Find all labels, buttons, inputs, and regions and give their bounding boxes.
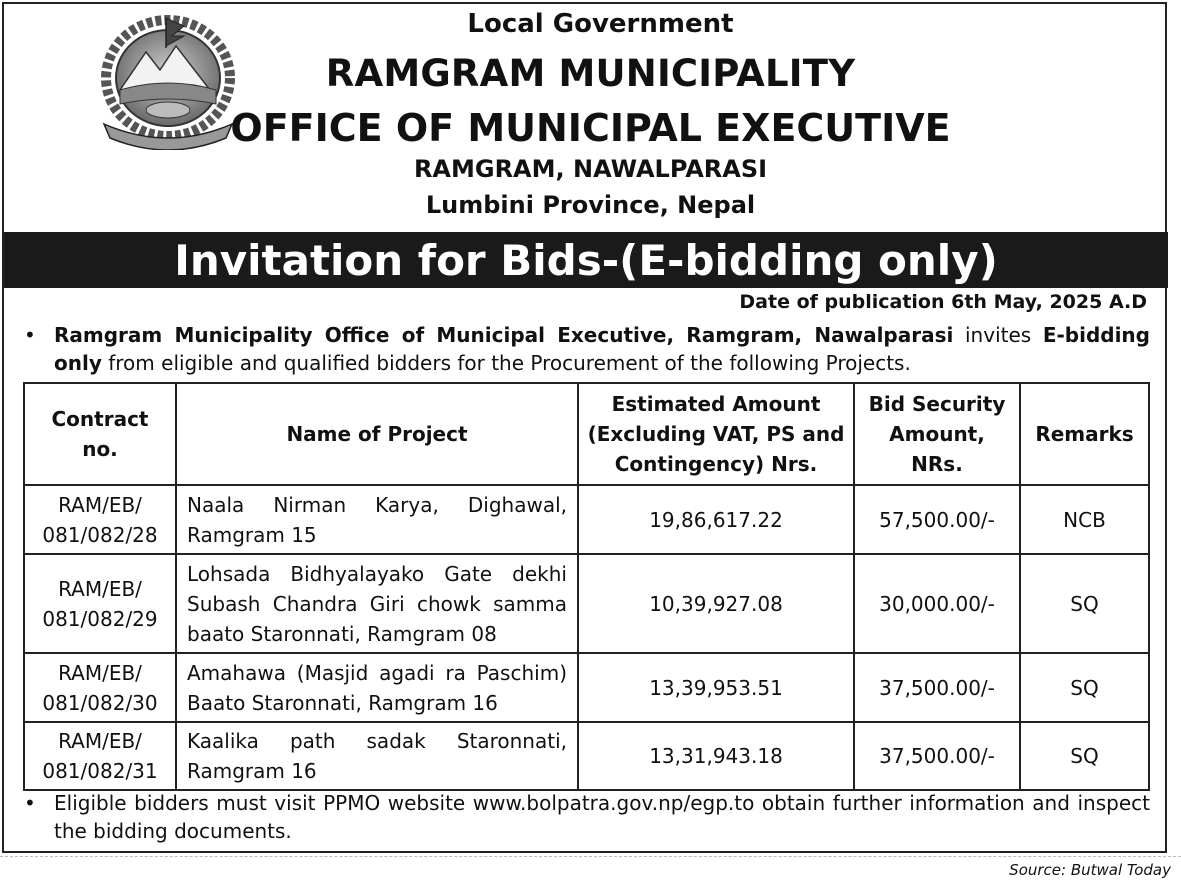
remarks-cell: NCB	[1020, 485, 1149, 554]
remarks-cell: SQ	[1020, 554, 1149, 653]
table-row	[24, 653, 1149, 722]
bid-security-cell: 30,000.00/-	[854, 554, 1020, 653]
header-estimated-amount: Estimated Amount (Excluding VAT, PS and Contingency) Nrs.	[578, 383, 854, 485]
estimated-amount-cell: 13,39,953.51	[578, 653, 854, 722]
header-bid-security: Bid Security Amount, NRs.	[854, 383, 1020, 485]
project-name-cell: Lohsada Bidhyalayako Gate dekhi Subash Chandra Giri chowk samma baato Staronnati, Ramgram 08	[176, 554, 578, 653]
table-header-row	[24, 383, 1149, 485]
bid-security-cell: 37,500.00/-	[854, 653, 1020, 722]
contract-no-cell: RAM/EB/ 081/082/29	[24, 554, 176, 653]
header-project-name: Name of Project	[176, 383, 578, 485]
bid-security-cell: 37,500.00/-	[854, 722, 1020, 790]
contract-no-cell: RAM/EB/ 081/082/30	[24, 653, 176, 722]
estimated-amount-cell: 13,31,943.18	[578, 722, 854, 790]
intro-invites: invites	[953, 323, 1043, 347]
header-municipality-name: RAMGRAM MUNICIPALITY	[325, 52, 856, 95]
footer-note	[24, 789, 1150, 845]
intro-bidding-mode: E-bidding only	[54, 323, 1150, 375]
header-contract-no: Contract no.	[24, 383, 176, 485]
table-row	[24, 554, 1149, 653]
bottom-divider	[0, 856, 1181, 857]
remarks-cell: SQ	[1020, 722, 1149, 790]
source-credit: Source: Butwal Today	[1009, 861, 1171, 879]
header-location: RAMGRAM, NAWALPARASI	[413, 155, 768, 183]
intro-org-name: Ramgram Municipality Office of Municipal Executive, Ramgram, Nawalparasi	[54, 323, 954, 347]
header-remarks: Remarks	[1020, 383, 1149, 485]
contract-no-cell: RAM/EB/ 081/082/28	[24, 485, 176, 554]
publication-date: Date of publication 6th May, 2025 A.D	[739, 291, 1147, 313]
remarks-cell: SQ	[1020, 653, 1149, 722]
table-row	[24, 485, 1149, 554]
contract-no-cell: RAM/EB/ 081/082/31	[24, 722, 176, 790]
bullet-icon: •	[24, 323, 36, 347]
invitation-banner: Invitation for Bids-(E-bidding only)	[4, 232, 1168, 288]
footer-note-text: Eligible bidders must visit PPMO website www.bolpatra.gov.np/egp.to obtain further information and inspect the bidding documents.	[54, 791, 1150, 843]
intro-text	[54, 321, 1150, 377]
intro-paragraph	[24, 321, 1150, 377]
intro-text-end: from eligible and qualified bidders for the Procurement of the following Projects.	[101, 351, 911, 375]
estimated-amount-cell: 19,86,617.22	[578, 485, 854, 554]
estimated-amount-cell: 10,39,927.08	[578, 554, 854, 653]
projects-table	[23, 382, 1150, 791]
header-local-government: Local Government	[467, 9, 734, 39]
header-province: Lumbini Province, Nepal	[425, 191, 756, 219]
project-name-cell: Amahawa (Masjid agadi ra Paschim) Baato Staronnati, Ramgram 16	[176, 653, 578, 722]
header-office-name: OFFICE OF MUNICIPAL EXECUTIVE	[230, 106, 951, 150]
table-row	[24, 722, 1149, 790]
project-name-cell: Kaalika path sadak Staronnati, Ramgram 16	[176, 722, 578, 790]
project-name-cell: Naala Nirman Karya, Dighawal, Ramgram 15	[176, 485, 578, 554]
bid-security-cell: 57,500.00/-	[854, 485, 1020, 554]
bullet-icon: •	[24, 791, 36, 815]
